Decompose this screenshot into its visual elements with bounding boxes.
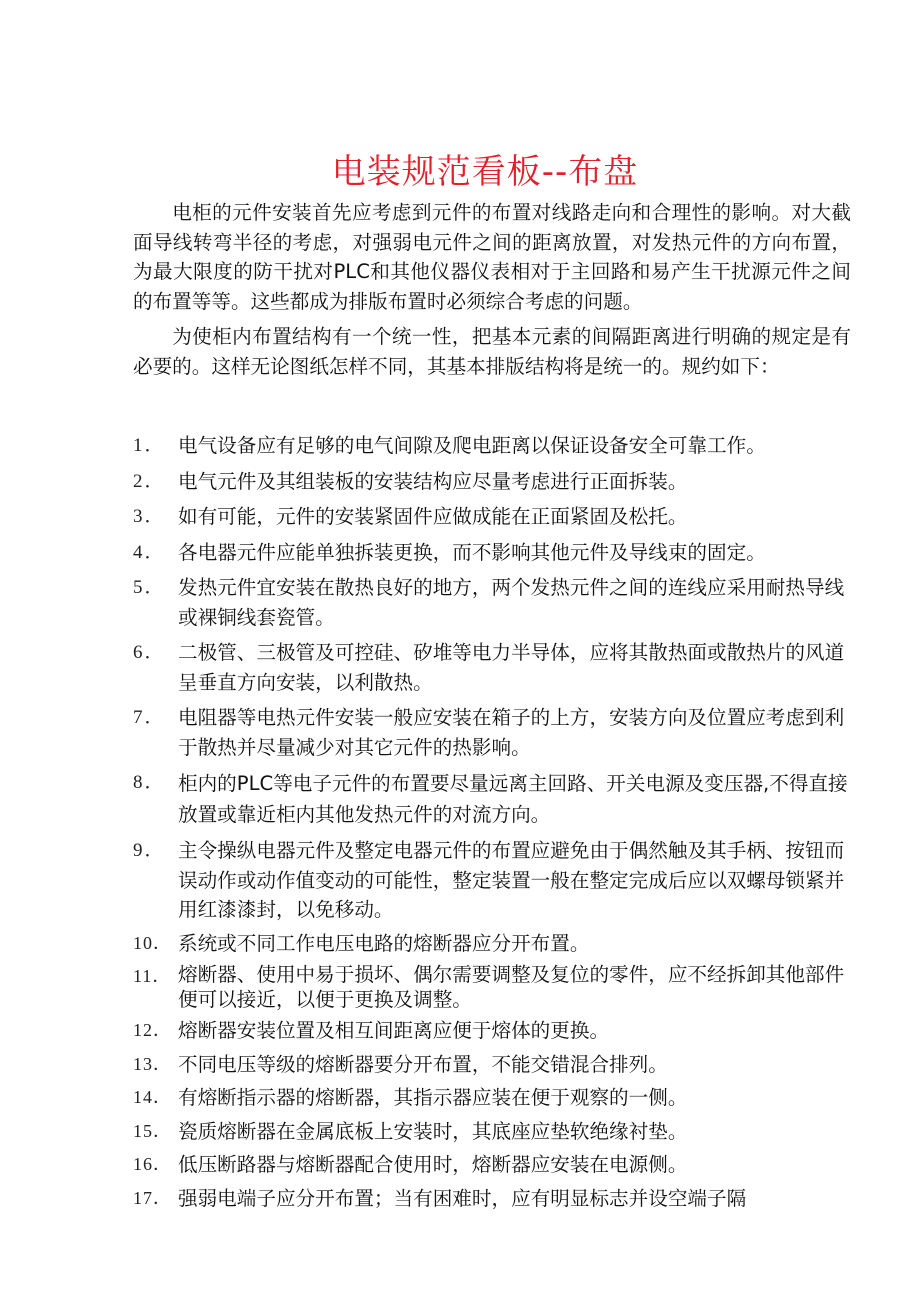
- rule-number: 2．: [133, 470, 166, 492]
- rule-item: [133, 538, 851, 568]
- rule-item: [133, 962, 851, 1012]
- rule-text: 有熔断指示器的熔断器，其指示器应装在便于观察的一侧。: [178, 1086, 688, 1109]
- rule-text: 不同电压等级的熔断器要分开布置，不能交错混合排列。: [178, 1052, 668, 1076]
- rule-number: 14．: [133, 1087, 172, 1107]
- rule-item: [133, 467, 851, 497]
- rule-item: [133, 1117, 851, 1147]
- rule-item: [133, 703, 851, 762]
- rule-text: 二极管、三极管及可控硅、矽堆等电力半导体，应将其散热面或散热片的风道呈垂直方向安装，以利散热。: [178, 641, 845, 694]
- rule-number: 11．: [133, 966, 172, 986]
- rule-item: [133, 836, 851, 925]
- rule-item: [133, 1184, 851, 1214]
- rule-text: 熔断器安装位置及相互间距离应便于熔体的更换。: [178, 1019, 610, 1042]
- rule-number: 10．: [133, 932, 172, 953]
- rule-text: 低压断路器与熔断器配合使用时，熔断器应安装在电源侧。: [178, 1153, 688, 1176]
- rule-item: [133, 1016, 851, 1046]
- rule-number: 16．: [133, 1154, 172, 1174]
- intro-section: [133, 198, 851, 387]
- rule-number: 15．: [133, 1120, 172, 1141]
- rule-number: 17．: [133, 1187, 172, 1208]
- rule-number: 12．: [133, 1020, 172, 1040]
- rule-text: 电阻器等电热元件安装一般应安装在箱子的上方，安装方向及位置应考虑到利于散热并尽量减少对其它元件的热影响。: [178, 706, 845, 759]
- rule-item: [133, 1050, 851, 1080]
- rule-number: 9．: [133, 840, 166, 861]
- intro-paragraph: 电柜的元件安装首先应考虑到元件的布置对线路走向和合理性的影响。对大截面导线转弯半径的考虑，对强弱电元件之间的距离放置，对发热元件的方向布置，为最大限度的防干扰对PLC和其他仪器仪表相对于主回路和易产生干扰源元件之间的布置等等。这些都成为排版布置时必须综合考虑的问题。: [133, 201, 851, 313]
- intro-paragraph: 为使柜内布置结构有一个统一性，把基本元素的间隔距离进行明确的规定是有必要的。这样无论图纸怎样不同，其基本排版结构将是统一的。规约如下：: [133, 325, 851, 378]
- rule-item: [133, 1083, 851, 1113]
- rule-number: 1．: [133, 435, 166, 456]
- rule-number: 7．: [133, 707, 166, 728]
- rule-text: 柜内的PLC等电子元件的布置要尽量远离主回路、开关电源及变压器,不得直接放置或靠近柜内其他发热元件的对流方向。: [178, 772, 848, 826]
- rule-item: [133, 502, 851, 532]
- rule-item: [133, 929, 851, 959]
- rule-text: 主令操纵电器元件及整定电器元件的布置应避免由于偶然触及其手柄、按钮而误动作或动作值变动的可能性，整定装置一般在整定完成后应以双螺母锁紧并用红漆漆封，以免移动。: [178, 839, 845, 921]
- rule-text: 熔断器、使用中易于损坏、偶尔需要调整及复位的零件，应不经拆卸其他部件便可以接近，以便于更换及调整。: [178, 963, 845, 1011]
- page-title: 电装规范看板--布盘: [331, 152, 639, 192]
- rule-item: [133, 1150, 851, 1180]
- rules-list: [133, 431, 851, 1217]
- rule-text: 如有可能，元件的安装紧固件应做成能在正面紧固及松托。: [178, 505, 688, 528]
- rule-number: 3．: [133, 506, 166, 527]
- rule-item: [133, 638, 851, 697]
- rule-text: 各电器元件应能单独拆装更换，而不影响其他元件及导线束的固定。: [178, 540, 766, 564]
- rule-text: 系统或不同工作电压电路的熔断器应分开布置。: [178, 931, 590, 955]
- rule-item: [133, 768, 851, 830]
- rule-number: 13．: [133, 1053, 172, 1074]
- rule-number: 4．: [133, 541, 166, 563]
- rule-number: 5．: [133, 577, 166, 598]
- rule-number: 6．: [133, 642, 166, 663]
- rule-text: 瓷质熔断器在金属底板上安装时，其底座应垫软绝缘衬垫。: [178, 1119, 688, 1143]
- rule-item: [133, 431, 851, 461]
- rule-number: 8．: [133, 772, 166, 793]
- rule-item: [133, 573, 851, 632]
- rule-text: 发热元件宜安装在散热良好的地方，两个发热元件之间的连线应采用耐热导线或裸铜线套瓷管。: [178, 576, 845, 629]
- rule-text: 电气设备应有足够的电气间隙及爬电距离以保证设备安全可靠工作。: [178, 434, 766, 457]
- rule-text: 电气元件及其组装板的安装结构应尽量考虑进行正面拆装。: [178, 469, 688, 493]
- rule-text: 强弱电端子应分开布置；当有困难时，应有明显标志并设空端子隔: [178, 1186, 747, 1210]
